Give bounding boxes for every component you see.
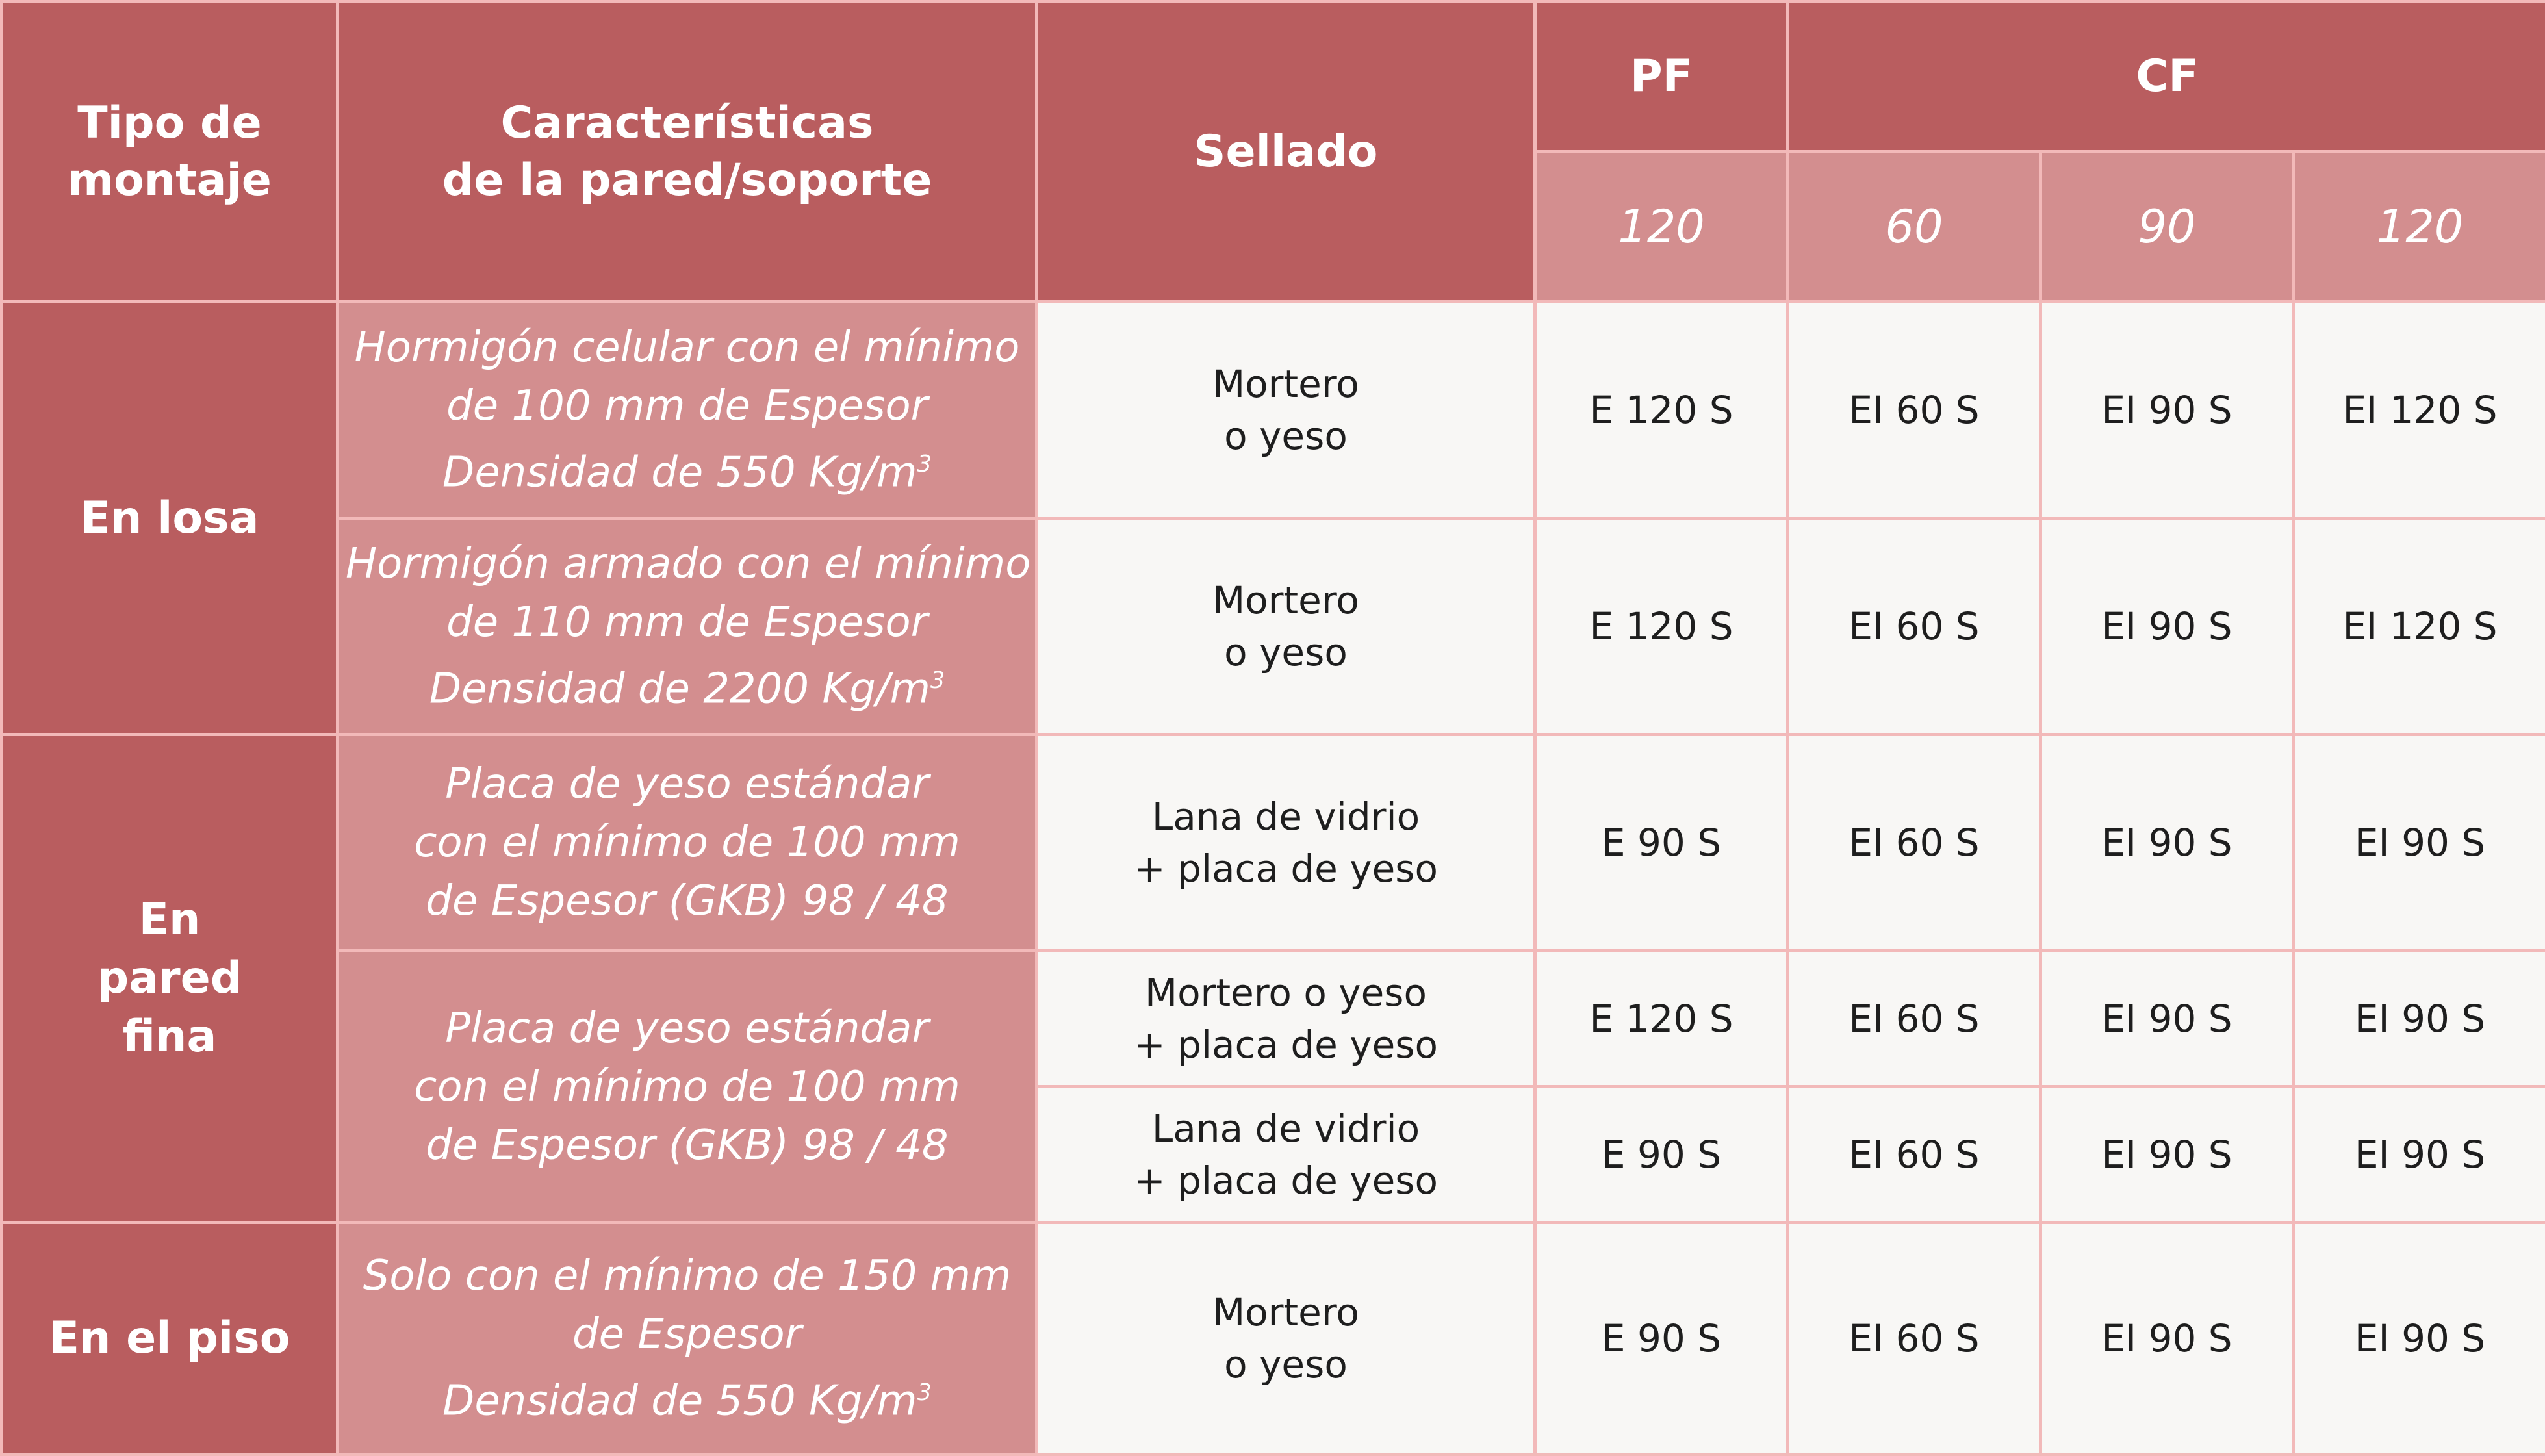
sealing-cell: Lana de vidrio + placa de yeso: [1037, 735, 1535, 951]
type-en-losa: En losa: [2, 302, 338, 735]
sealing-cell: Mortero o yeso + placa de yeso: [1037, 951, 1535, 1087]
sealing-cell: Mortero o yeso: [1037, 302, 1535, 518]
sealing-cell: Lana de vidrio + placa de yeso: [1037, 1087, 1535, 1223]
table-row: [2, 302, 2545, 518]
rating-cell: EI 90 S: [2041, 302, 2294, 518]
rating-cell: EI 90 S: [2294, 1087, 2545, 1223]
rating-cell: EI 60 S: [1788, 951, 2041, 1087]
rating-cell: E 120 S: [1535, 951, 1788, 1087]
header-cf-60: 60: [1788, 152, 2041, 302]
characteristics-cell: Hormigón celular con el mínimo de 100 mm de Espesor Densidad de 550 $Kg/m^3$: [338, 302, 1037, 518]
table-row: [2, 518, 2545, 735]
rating-cell: EI 120 S: [2294, 302, 2545, 518]
characteristics-cell: Placa de yeso estándar con el mínimo de 100 mm de Espesor (GKB) 98 / 48: [338, 951, 1037, 1223]
header-cf-90: 90: [2041, 152, 2294, 302]
characteristics-cell: Solo con el mínimo de 150 mm de Espesor Densidad de 550 $Kg/m^3$: [338, 1223, 1037, 1455]
header-cf: CF: [1788, 2, 2545, 152]
header-cf-120: 120: [2294, 152, 2545, 302]
rating-cell: EI 90 S: [2041, 951, 2294, 1087]
sealing-cell: Mortero o yeso: [1037, 1223, 1535, 1455]
rating-cell: EI 120 S: [2294, 518, 2545, 735]
rating-cell: EI 60 S: [1788, 518, 2041, 735]
sealing-cell: Mortero o yeso: [1037, 518, 1535, 735]
header-tipo-montaje: Tipo de montaje: [2, 2, 338, 302]
table-row: [2, 735, 2545, 951]
type-en-el-piso: En el piso: [2, 1223, 338, 1455]
header-caracteristicas: Características de la pared/soporte: [338, 2, 1037, 302]
rating-cell: EI 90 S: [2041, 735, 2294, 951]
rating-cell: E 90 S: [1535, 1223, 1788, 1455]
header-sellado: Sellado: [1037, 2, 1535, 302]
type-en-pared-fina: En pared fina: [2, 735, 338, 1223]
table-row: [2, 1223, 2545, 1455]
characteristics-cell: Placa de yeso estándar con el mínimo de 100 mm de Espesor (GKB) 98 / 48: [338, 735, 1037, 951]
rating-cell: EI 60 S: [1788, 1223, 2041, 1455]
rating-cell: EI 90 S: [2041, 1223, 2294, 1455]
table-row: [2, 951, 2545, 1087]
rating-cell: E 120 S: [1535, 302, 1788, 518]
rating-cell: EI 90 S: [2294, 735, 2545, 951]
header-pf: PF: [1535, 2, 1788, 152]
rating-cell: E 90 S: [1535, 1087, 1788, 1223]
header-pf-120: 120: [1535, 152, 1788, 302]
rating-cell: E 90 S: [1535, 735, 1788, 951]
rating-cell: EI 60 S: [1788, 302, 2041, 518]
rating-cell: EI 60 S: [1788, 1087, 2041, 1223]
rating-cell: EI 90 S: [2041, 1087, 2294, 1223]
rating-cell: EI 90 S: [2294, 1223, 2545, 1455]
characteristics-cell: Hormigón armado con el mínimo de 110 mm de Espesor Densidad de 2200 $Kg/m^3$: [338, 518, 1037, 735]
rating-cell: EI 60 S: [1788, 735, 2041, 951]
rating-cell: E 120 S: [1535, 518, 1788, 735]
rating-cell: EI 90 S: [2294, 951, 2545, 1087]
rating-cell: EI 90 S: [2041, 518, 2294, 735]
